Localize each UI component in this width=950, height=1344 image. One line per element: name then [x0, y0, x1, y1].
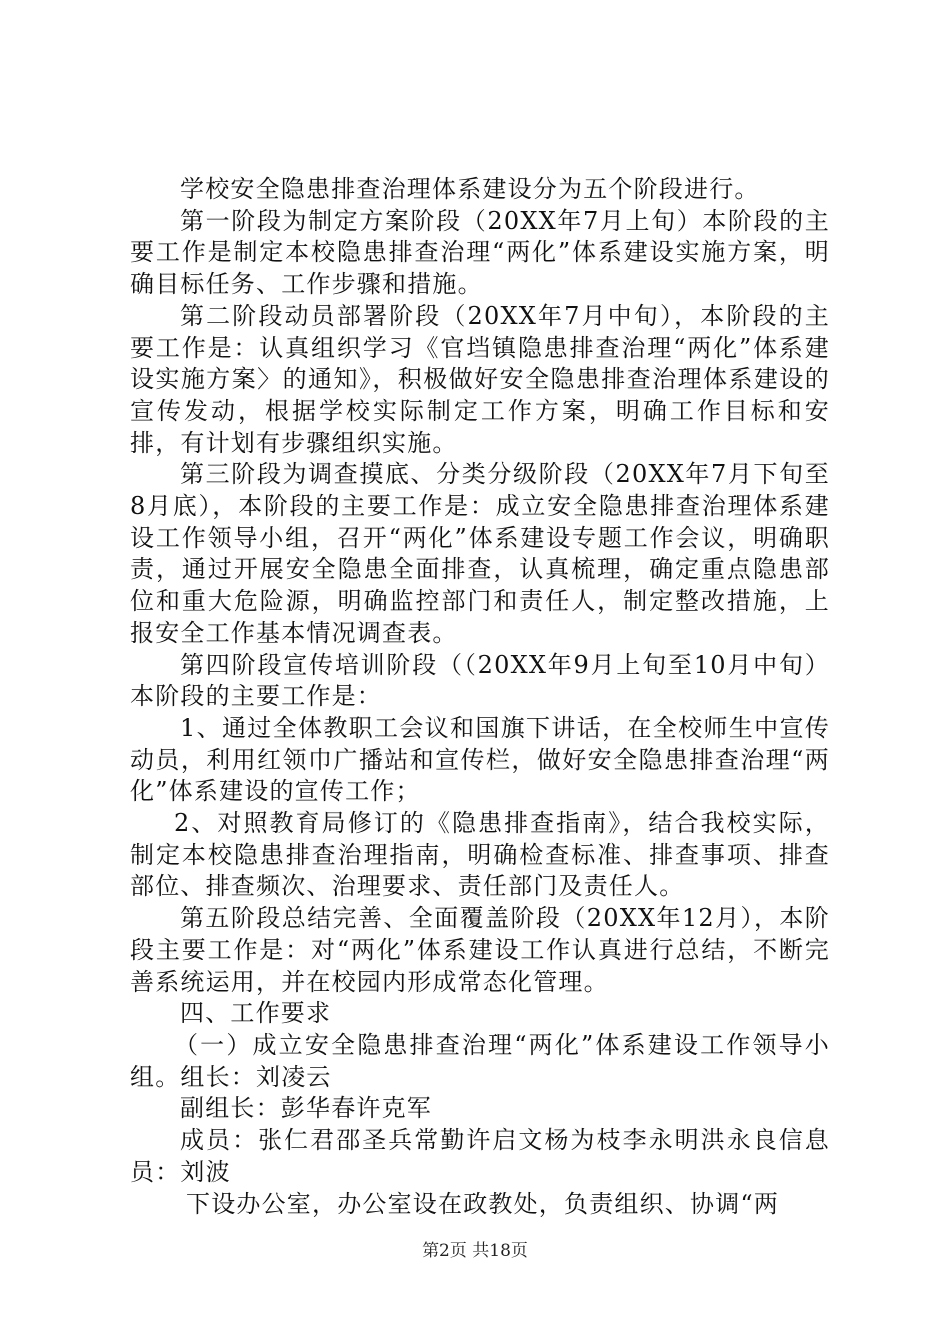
paragraph-item-1: 1、通过全体教职工会议和国旗下讲话，在全校师生中宣传动员，利用红领巾广播站和宣传栏，做好安全隐患排查治理“两化”体系建设的宣传工作；	[130, 713, 830, 806]
paragraph-item-2: 2、对照教育局修订的《隐患排查指南》，结合我校实际，制定本校隐患排查治理指南，明确检查标准、排查事项、排查部位、排查频次、治理要求、责任部门及责任人。	[130, 809, 830, 901]
paragraph-stage-5: 第五阶段总结完善、全面覆盖阶段（20XX年12月），本阶段主要工作是：对“两化”体系建设工作认真进行总结，不断完善系统运用，并在校园内形成常态化管理。	[130, 904, 830, 996]
section-heading-requirements: 四、工作要求	[180, 999, 332, 1028]
paragraph-office: 下设办公室，办公室设在政教处，负责组织、协调“两	[186, 1189, 780, 1218]
paragraph-stage-4: 第四阶段宣传培训阶段（（20XX年9月上旬至10月中旬）本阶段的主要工作是：	[130, 650, 830, 711]
paragraph-intro: 学校安全隐患排查治理体系建设分为五个阶段进行。	[180, 175, 760, 203]
paragraph-leadership-group: （一）成立安全隐患排查治理“两化”体系建设工作领导小组。组长：刘凌云	[130, 1030, 830, 1091]
paragraph-deputy-leaders: 副组长：彭华春许克军	[180, 1094, 432, 1123]
paragraph-stage-3: 第三阶段为调查摸底、分类分级阶段（20XX年7月下旬至8月底），本阶段的主要工作是：成立安全隐患排查治理体系建设工作领导小组，召开“两化”体系建设专题工作会议，明确职责，通过开展安全隐患全面排查，认真梳理，确定重点隐患部位和重大危险源，明确监控部门和责任人，制定整改措施，上报安全工作基本情况调查表。	[130, 460, 830, 647]
document-body	[130, 174, 830, 1220]
paragraph-stage-1: 第一阶段为制定方案阶段（20XX年7月上旬）本阶段的主要工作是制定本校隐患排查治理“两化”体系建设实施方案，明确目标任务、工作步骤和措施。	[130, 206, 830, 299]
paragraph-members: 成员：张仁君邵圣兵常勤许启文杨为枝李永明洪永良信息员：刘波	[130, 1126, 830, 1186]
page-number-footer: 第2页 共18页	[422, 1241, 528, 1261]
paragraph-stage-2: 第二阶段动员部署阶段（20XX年7月中旬），本阶段的主要工作是：认真组织学习《官垱镇隐患排查治理“两化”体系建设实施方案〉的通知》，积极做好安全隐患排查治理体系建设的宣传发动，根据学校实际制定工作方案，明确工作目标和安排，有计划有步骤组织实施。	[130, 301, 830, 457]
